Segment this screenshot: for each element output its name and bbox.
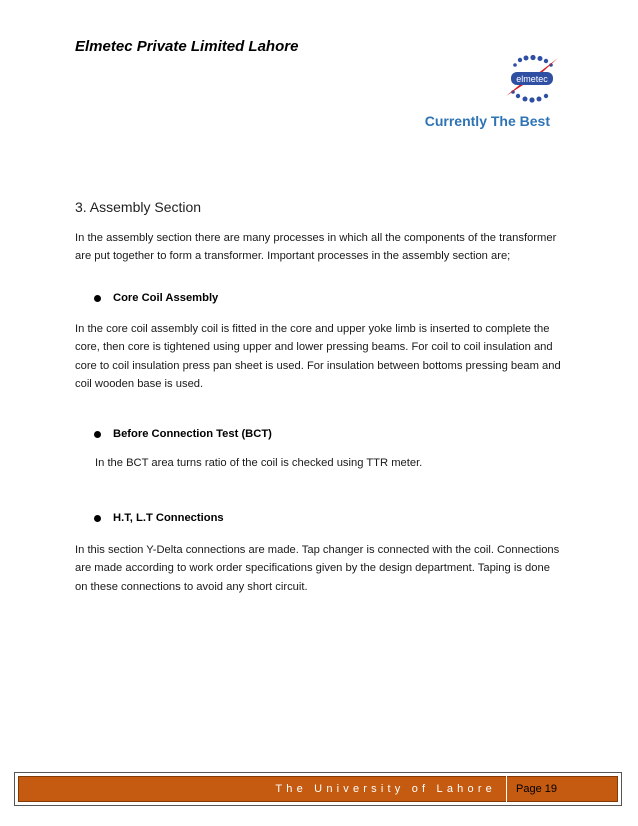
tagline: Currently The Best bbox=[424, 113, 550, 129]
company-name: Elmetec Private Limited Lahore bbox=[75, 38, 299, 55]
bullet-bct bbox=[94, 428, 272, 440]
intro-paragraph: In the assembly section there are many processes in which all the components of the transformer are put together to form a transformer. Important processes in the assembly section are; bbox=[75, 232, 557, 263]
elmetec-logo bbox=[498, 54, 564, 104]
ht-lt-paragraph: In this section Y-Delta connections are made. Tap changer is connected with the coil. Connections are made according to work order specifications given by the design department. Taping is done on these connections to avoid any short circuit. bbox=[75, 544, 560, 593]
footer-divider bbox=[506, 776, 507, 802]
bullet-ht-lt bbox=[94, 512, 224, 524]
footer-university: The University of Lahore bbox=[275, 783, 496, 795]
bullet-dot-icon bbox=[94, 295, 101, 302]
bullet-title: H.T, L.T Connections bbox=[113, 512, 224, 524]
bct-paragraph: In the BCT area turns ratio of the coil is checked using TTR meter. bbox=[95, 457, 423, 469]
bullet-core-coil bbox=[94, 292, 218, 304]
page-number: Page 19 bbox=[516, 783, 557, 795]
bullet-title: Before Connection Test (BCT) bbox=[113, 428, 272, 440]
logo-text: elmetec bbox=[516, 74, 548, 84]
core-coil-paragraph: In the core coil assembly coil is fitted in the core and upper yoke limb is inserted to complete the core, then core is tightened using upper and lower pressing beams. For coil to coil insulation and core to coil insulation press pan sheet is used. For insulation between bottoms pressing beam and coil wooden base is used. bbox=[75, 323, 561, 390]
section-heading: 3. Assembly Section bbox=[75, 199, 202, 215]
bullet-title: Core Coil Assembly bbox=[113, 292, 219, 304]
bullet-dot-icon bbox=[94, 515, 101, 522]
bullet-dot-icon bbox=[94, 431, 101, 438]
